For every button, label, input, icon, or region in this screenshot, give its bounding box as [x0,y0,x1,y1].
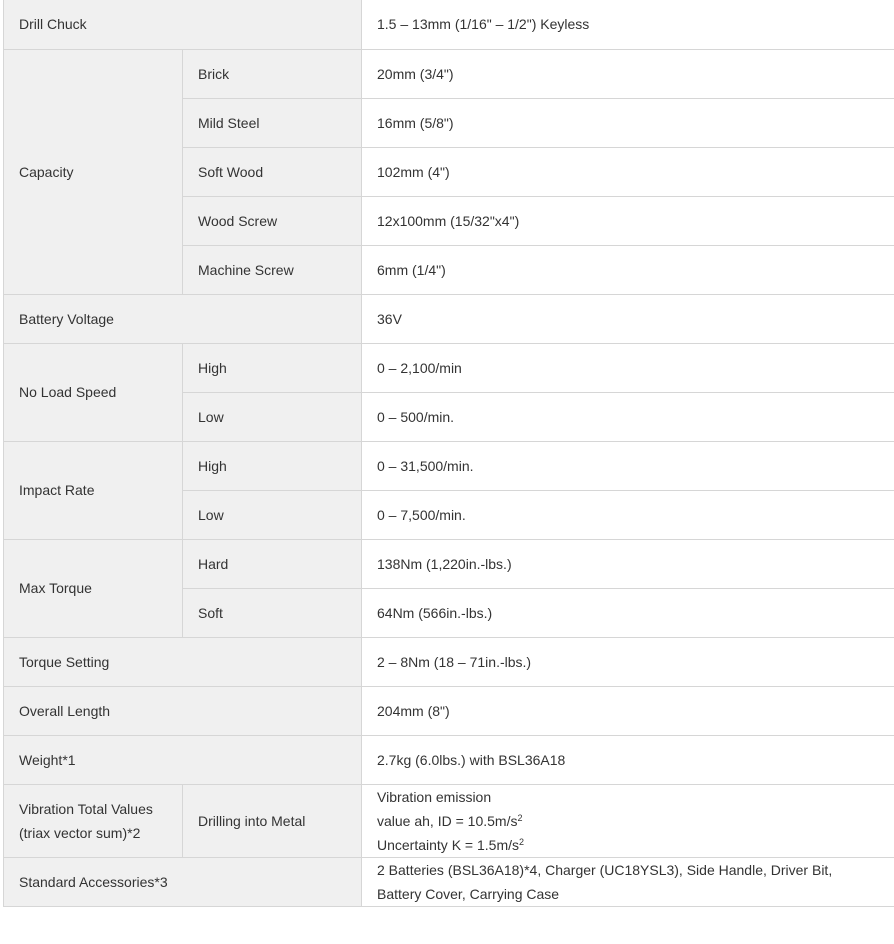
standard-accessories-label: Standard Accessories*3 [4,857,362,906]
drill-chuck-value: 1.5 – 13mm (1/16" – 1/2") Keyless [362,0,894,49]
no-load-speed-sub-low: Low [183,392,362,441]
overall-length-value: 204mm (8") [362,686,894,735]
spec-row-torque-setting [4,637,894,686]
spec-row-max-torque-hard [4,539,894,588]
capacity-value-brick: 20mm (3/4") [362,49,894,98]
drill-chuck-label: Drill Chuck [4,0,362,49]
spec-row-weight [4,735,894,784]
vibration-value-line3 [377,833,881,857]
spec-row-overall-length [4,686,894,735]
impact-rate-value-high: 0 – 31,500/min. [362,441,894,490]
vibration-label-line1: Vibration Total Values [19,800,153,817]
overall-length-label: Overall Length [4,686,362,735]
no-load-speed-value-low: 0 – 500/min. [362,392,894,441]
standard-accessories-line1: 2 Batteries (BSL36A18)*4, Charger (UC18YSL3), Side Handle, Driver Bit, [377,861,833,878]
standard-accessories-line2: Battery Cover, Carrying Case [377,885,560,902]
no-load-speed-sub-high: High [183,343,362,392]
vibration-value-line2 [377,809,881,833]
weight-label: Weight*1 [4,735,362,784]
impact-rate-sub-low: Low [183,490,362,539]
no-load-speed-label: No Load Speed [4,343,183,441]
max-torque-value-soft: 64Nm (566in.-lbs.) [362,588,894,637]
max-torque-sub-soft: Soft [183,588,362,637]
weight-value: 2.7kg (6.0lbs.) with BSL36A18 [362,735,894,784]
capacity-value-machine-screw: 6mm (1/4") [362,245,894,294]
impact-rate-sub-high: High [183,441,362,490]
vibration-uncertainty-sup: 2 [519,836,525,847]
max-torque-sub-hard: Hard [183,539,362,588]
no-load-speed-value-high: 0 – 2,100/min [362,343,894,392]
torque-setting-value: 2 – 8Nm (18 – 71in.-lbs.) [362,637,894,686]
capacity-sub-machine-screw: Machine Screw [183,245,362,294]
spec-row-drill-chuck [4,0,894,49]
battery-voltage-value: 36V [362,294,894,343]
torque-setting-label: Torque Setting [4,637,362,686]
spec-row-standard-accessories [4,857,894,906]
spec-row-battery-voltage [4,294,894,343]
impact-rate-value-low: 0 – 7,500/min. [362,490,894,539]
battery-voltage-label: Battery Voltage [4,294,362,343]
vibration-value [362,784,894,857]
capacity-sub-mild-steel: Mild Steel [183,98,362,147]
vibration-emission-text: value ah, ID = 10.5m/s [377,812,518,829]
spec-row-no-load-speed-high [4,343,894,392]
vibration-uncertainty-text: Uncertainty K = 1.5m/s [377,836,520,853]
capacity-sub-brick: Brick [183,49,362,98]
vibration-value-line1: Vibration emission [377,788,492,805]
capacity-sub-soft-wood: Soft Wood [183,147,362,196]
capacity-value-soft-wood: 102mm (4") [362,147,894,196]
spec-row-impact-rate-high [4,441,894,490]
spec-row-capacity-brick [4,49,894,98]
capacity-value-mild-steel: 16mm (5/8") [362,98,894,147]
max-torque-label: Max Torque [4,539,183,637]
impact-rate-label: Impact Rate [4,441,183,539]
vibration-sub: Drilling into Metal [183,784,362,857]
max-torque-value-hard: 138Nm (1,220in.-lbs.) [362,539,894,588]
capacity-sub-wood-screw: Wood Screw [183,196,362,245]
vibration-label-line2: (triax vector sum)*2 [19,824,141,841]
capacity-label: Capacity [4,49,183,294]
spec-row-vibration [4,784,894,857]
standard-accessories-value [362,857,894,906]
vibration-label [4,784,183,857]
capacity-value-wood-screw: 12x100mm (15/32"x4") [362,196,894,245]
vibration-emission-sup: 2 [517,812,523,823]
spec-table [3,0,894,907]
